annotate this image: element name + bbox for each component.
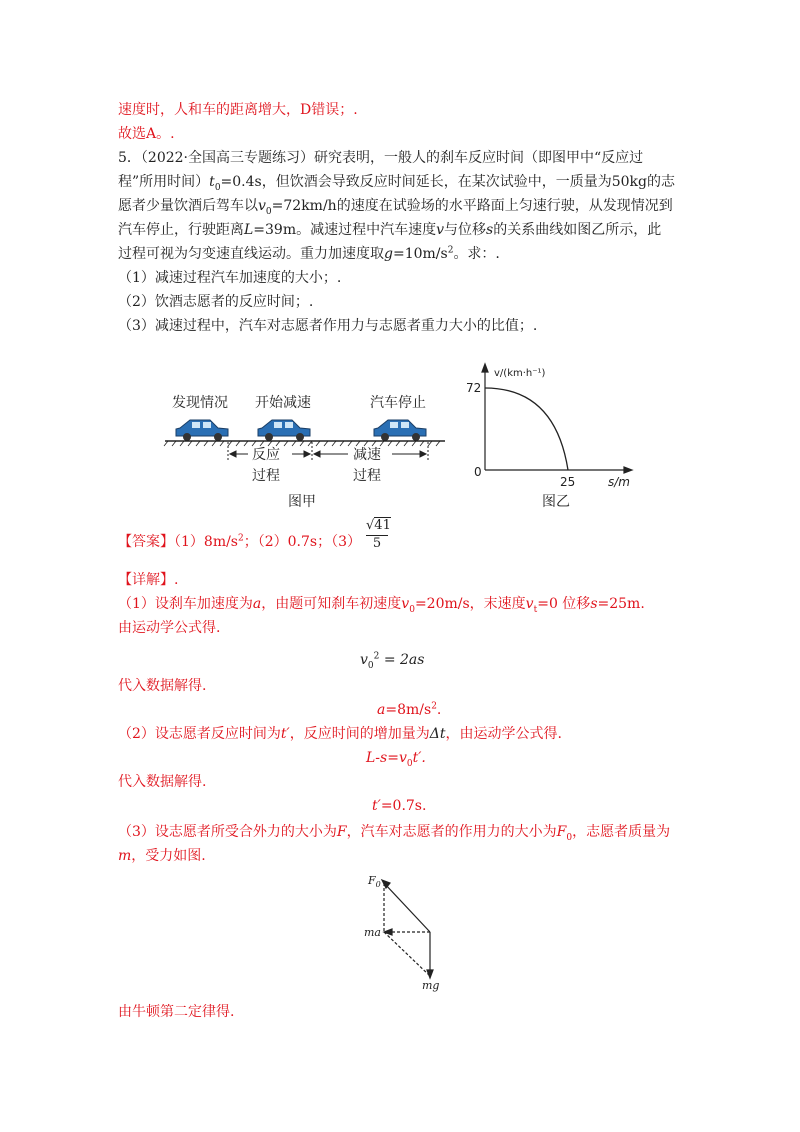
figure-a-caption: 图甲 bbox=[288, 494, 316, 510]
y-axis-label: v/(km·h⁻¹) bbox=[494, 368, 546, 379]
label-f0: $F_0$ bbox=[368, 874, 381, 889]
car-icon bbox=[258, 420, 310, 441]
decel-label-1: 减速 bbox=[353, 447, 381, 463]
detail-step-3-line-2: m，受力如图. bbox=[118, 848, 206, 864]
label-mg: mg bbox=[422, 979, 440, 992]
question-line-1: 5．（2022·全国高三专题练习）研究表明，一般人的刹车反应时间（即图甲中“反应过 bbox=[118, 150, 644, 166]
figure-b-graph bbox=[460, 360, 650, 510]
x-axis-arrow bbox=[624, 467, 632, 473]
v-s-curve bbox=[485, 388, 568, 470]
question-part-3: （3）减速过程中，汽车对志愿者作用力与志愿者重力大小的比值；. bbox=[118, 318, 538, 334]
figure-b-caption: 图乙 bbox=[542, 494, 570, 510]
detail-step-1-formula-intro: 由运动学公式得. bbox=[118, 620, 221, 636]
detail-step-3-line-1: （3）设志愿者所受合外力的大小为F，汽车对志愿者的作用力的大小为$F_0$，志愿者质量为 bbox=[118, 824, 671, 843]
x-axis-label: s/m bbox=[608, 475, 630, 489]
reaction-label-1: 反应 bbox=[252, 447, 280, 463]
result-2: t′=0.7s. bbox=[372, 798, 427, 814]
result-1: $a=8m/s^2$. bbox=[377, 701, 442, 718]
prev-solution-conclusion: 故选A。. bbox=[118, 126, 175, 142]
detail-label: 【详解】. bbox=[118, 572, 179, 588]
equation-1: $v_0^2 = 2as$ bbox=[360, 651, 425, 671]
y-axis-arrow bbox=[482, 364, 488, 372]
question-line-2: 程”所用时间）$t_0=0.4s$，但饮酒会导致反应时间延长，在某次试验中，一质量为50kg的志 bbox=[118, 174, 675, 193]
label-ma: ma bbox=[364, 926, 381, 939]
label-start: 开始减速 bbox=[255, 395, 311, 411]
origin-label: 0 bbox=[474, 465, 482, 479]
question-line-5: 过程可视为匀变速直线运动。重力加速度取$g=10m/s^2$。求：. bbox=[118, 245, 500, 262]
force-diagram bbox=[360, 872, 460, 994]
question-line-3: 愿者少量饮酒后驾车以$v_0=72km/h$的速度在试验场的水平路面上匀速行驶，从发现情况到 bbox=[118, 198, 673, 217]
detail-step-1: （1）设刹车加速度为a，由题可知刹车初速度$v_0=20m/s$，末速度$v_t=0$ 位移s=25m. bbox=[118, 596, 645, 615]
label-found: 发现情况 bbox=[172, 395, 228, 411]
detail-newton-intro: 由牛顿第二定律得. bbox=[118, 1004, 235, 1020]
reaction-label-2: 过程 bbox=[252, 468, 280, 484]
prev-solution-line: 速度时，人和车的距离增大，D错误；. bbox=[118, 102, 358, 118]
tick-72: 72 bbox=[466, 381, 482, 395]
car-icon bbox=[374, 420, 426, 441]
decel-label-2: 过程 bbox=[353, 468, 381, 484]
answer-fraction: √41 5 bbox=[366, 518, 391, 551]
equation-2: $L-s=v_0t'$. bbox=[366, 750, 426, 769]
question-line-4: 汽车停止，行驶距离L=39m。减速过程中汽车速度v与位移s的关系曲线如图乙所示，此 bbox=[118, 222, 662, 238]
answer-line: 【答案】$(1)8m/s^2$；（2）0.7s；（3） bbox=[118, 533, 361, 550]
detail-substitute-2: 代入数据解得. bbox=[118, 774, 207, 790]
detail-step-2: （2）设志愿者反应时间为t′，反应时间的增加量为Δt，由运动学公式得. bbox=[118, 726, 562, 742]
car-icon bbox=[176, 420, 228, 441]
question-part-1: （1）减速过程汽车加速度的大小；. bbox=[118, 270, 342, 286]
question-part-2: （2）饮酒志愿者的反应时间；. bbox=[118, 294, 314, 310]
figure-a-diagram bbox=[160, 380, 450, 510]
tick-25: 25 bbox=[560, 475, 576, 489]
label-stop: 汽车停止 bbox=[370, 395, 426, 411]
vector-f0 bbox=[384, 883, 430, 932]
detail-substitute-1: 代入数据解得. bbox=[118, 678, 207, 694]
